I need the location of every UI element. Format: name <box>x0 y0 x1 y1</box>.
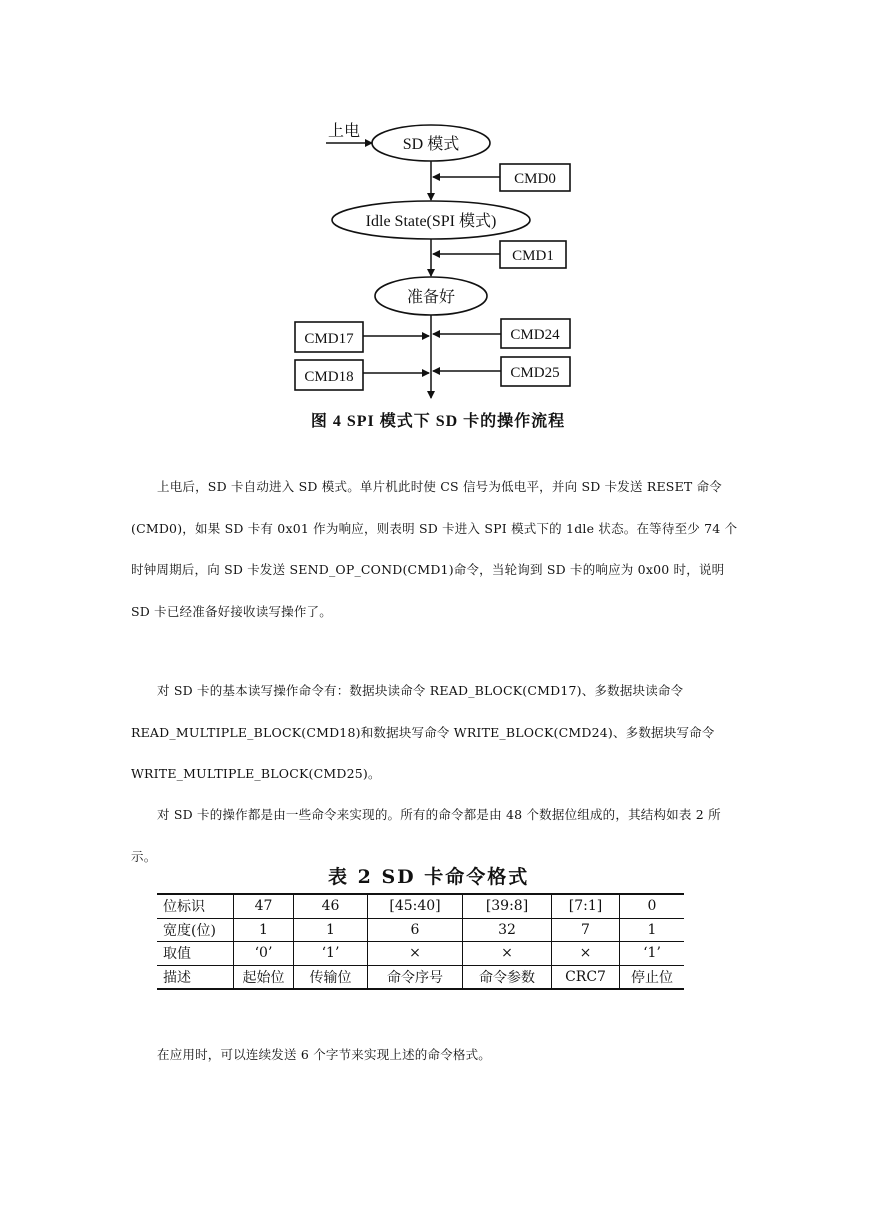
table-cell: 命令参数 <box>463 965 552 989</box>
state-idle-label: Idle State(SPI 模式) <box>365 213 497 230</box>
cmd25-label: CMD25 <box>510 365 560 381</box>
table-cell: 传输位 <box>294 965 368 989</box>
state-ready-label: 准备好 <box>406 289 456 306</box>
table-cell: 停止位 <box>620 965 685 989</box>
power-on-label: 上电 <box>328 123 361 140</box>
table-cell: [7:1] <box>552 894 620 918</box>
figure-caption: 图 4 SPI 模式下 SD 卡的操作流程 <box>310 413 566 430</box>
table-cell: CRC7 <box>552 965 620 989</box>
state-sd-mode-label: SD 模式 <box>402 136 460 153</box>
table-cell: 46 <box>294 894 368 918</box>
table-cell: 1 <box>620 918 685 942</box>
cmd1-label: CMD1 <box>512 248 554 264</box>
table-cell: 1 <box>294 918 368 942</box>
table-cell: 起始位 <box>234 965 294 989</box>
table-cell: ‘0’ <box>234 942 294 966</box>
table-cell: 6 <box>368 918 463 942</box>
table-cell: × <box>552 942 620 966</box>
table-cell: 位标识 <box>157 894 234 918</box>
paragraph-command-structure: 对 SD 卡的操作都是由一些命令来实现的。所有的命令都是由 48 个数据位组成的，其结构如表 2 所示。 <box>131 807 721 864</box>
cmd18-label: CMD18 <box>304 369 354 385</box>
cmd17-label: CMD17 <box>304 331 354 347</box>
table-cell: 命令序号 <box>368 965 463 989</box>
table-cell: 取值 <box>157 942 234 966</box>
table-cell: × <box>463 942 552 966</box>
table-cell: 32 <box>463 918 552 942</box>
paragraph-read-write-commands: 对 SD 卡的基本读写操作命令有：数据块读命令 READ_BLOCK(CMD17)、多数据块读命令 READ_MULTIPLE_BLOCK(CMD18)和数据块写命令 WRITE_BLOCK(CMD24)、多数据块写命令 WRITE_MULTIPLE_BLOCK(CMD25)。 <box>131 683 715 781</box>
table-row <box>157 965 684 989</box>
table-cell: 7 <box>552 918 620 942</box>
table-cell: ‘1’ <box>620 942 685 966</box>
sd-command-format-table <box>157 893 684 990</box>
table-cell: [45:40] <box>368 894 463 918</box>
table-cell: [39:8] <box>463 894 552 918</box>
table-cell: 描述 <box>157 965 234 989</box>
sd-spi-flow-diagram <box>0 0 869 440</box>
table-cell: 1 <box>234 918 294 942</box>
table-row <box>157 894 684 918</box>
table-cell: 宽度(位) <box>157 918 234 942</box>
table-cell: 47 <box>234 894 294 918</box>
table-cell: 0 <box>620 894 685 918</box>
table-row <box>157 942 684 966</box>
table-cell: × <box>368 942 463 966</box>
table-cell: ‘1’ <box>294 942 368 966</box>
table-row <box>157 918 684 942</box>
paragraph-application-note: 在应用时，可以连续发送 6 个字节来实现上述的命令格式。 <box>157 1047 492 1062</box>
paragraph-power-on: 上电后，SD 卡自动进入 SD 模式。单片机此时使 CS 信号为低电平，并向 SD 卡发送 RESET 命令(CMD0)，如果 SD 卡有 0x01 作为响应，则表明 SD 卡进入 SPI 模式下的 1dle 状态。在等待至少 74 个时钟周期后，向 SD 卡发送 SEND_OP_COND(CMD1)命令，当轮询到 SD 卡的响应为 0x00 时，说明 SD 卡已经准备好接收读写操作了。 <box>131 479 738 619</box>
table-title: 表 2 SD 卡命令格式 <box>328 866 530 888</box>
cmd0-label: CMD0 <box>514 171 556 187</box>
cmd24-label: CMD24 <box>510 327 560 343</box>
